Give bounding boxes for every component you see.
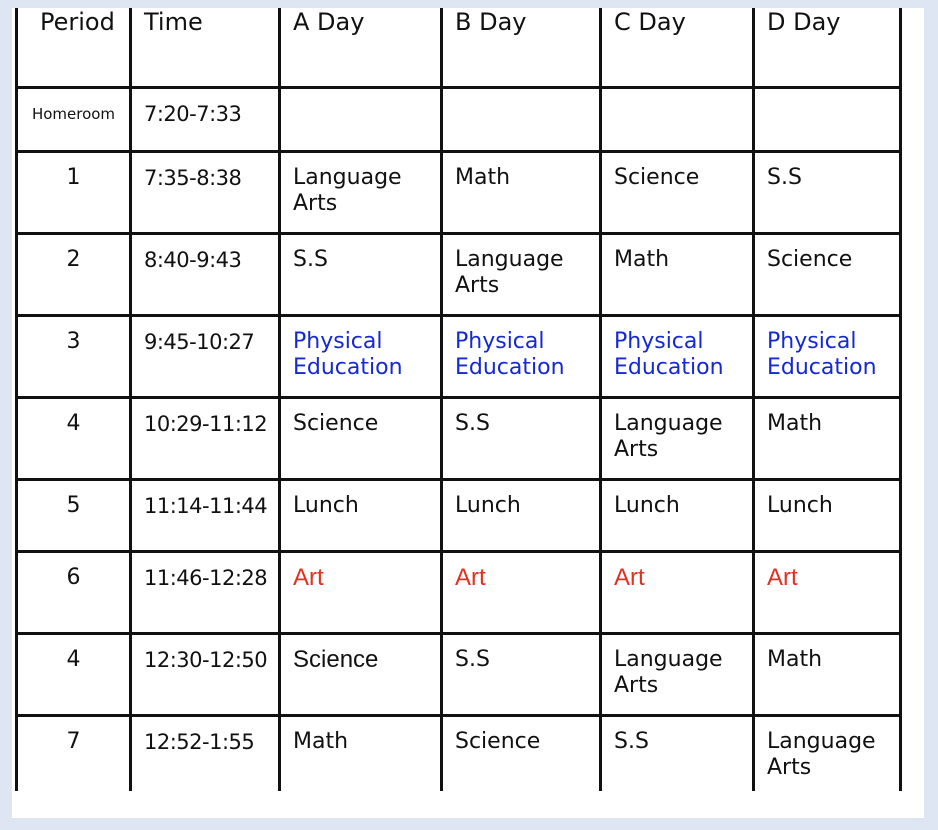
class-label: Physical Education <box>455 328 565 380</box>
d-day-cell <box>754 233 901 315</box>
header-cell <box>754 8 901 87</box>
class-label: Science <box>293 410 379 436</box>
class-label: Art <box>614 563 645 591</box>
time-cell <box>131 87 280 151</box>
c-day-cell <box>601 551 754 633</box>
d-day-cell <box>754 87 901 151</box>
class-label: Language Arts <box>614 410 723 462</box>
time-label: 9:45-10:27 <box>144 329 255 354</box>
a-day-cell <box>280 551 442 633</box>
period-label: 4 <box>66 646 81 672</box>
class-label: Lunch <box>293 492 359 518</box>
time-label: 11:14-11:44 <box>144 493 268 518</box>
time-label: 8:40-9:43 <box>144 247 242 272</box>
time-cell <box>131 715 280 791</box>
header-a-day: A Day <box>293 8 365 36</box>
table-row <box>17 551 901 633</box>
header-cell <box>601 8 754 87</box>
time-label: 12:52-1:55 <box>144 729 255 754</box>
header-time: Time <box>144 8 203 36</box>
a-day-cell <box>280 87 442 151</box>
period-label: 3 <box>66 328 81 354</box>
period-cell <box>17 315 131 397</box>
class-label: S.S <box>767 164 802 190</box>
b-day-cell <box>442 479 601 551</box>
period-label: 5 <box>66 492 81 518</box>
time-label: 12:30-12:50 <box>144 647 268 672</box>
b-day-cell <box>442 715 601 791</box>
d-day-cell <box>754 633 901 715</box>
class-label: Language Arts <box>767 728 876 780</box>
d-day-cell <box>754 551 901 633</box>
a-day-cell <box>280 397 442 479</box>
class-label: Physical Education <box>293 328 403 380</box>
class-label: Art <box>767 563 798 591</box>
period-label: 2 <box>66 246 81 272</box>
c-day-cell <box>601 315 754 397</box>
header-b-day: B Day <box>455 8 527 36</box>
header-cell <box>280 8 442 87</box>
class-label: Language Arts <box>293 164 402 216</box>
a-day-cell <box>280 151 442 233</box>
time-label: 7:35-8:38 <box>144 165 242 190</box>
class-label: S.S <box>614 728 649 754</box>
class-label: Physical Education <box>614 328 724 380</box>
class-label: Math <box>293 728 349 754</box>
period-label: Homeroom <box>31 104 116 123</box>
class-label: S.S <box>455 410 490 436</box>
schedule-table <box>15 8 902 791</box>
class-label: Math <box>767 646 823 672</box>
c-day-cell <box>601 151 754 233</box>
class-label: Physical Education <box>767 328 877 380</box>
table-row <box>17 479 901 551</box>
header-cell <box>131 8 280 87</box>
table-row <box>17 315 901 397</box>
b-day-cell <box>442 151 601 233</box>
time-label: 7:20-7:33 <box>144 101 242 126</box>
period-cell <box>17 551 131 633</box>
b-day-cell <box>442 233 601 315</box>
a-day-cell <box>280 479 442 551</box>
time-cell <box>131 479 280 551</box>
period-cell <box>17 151 131 233</box>
class-label: Lunch <box>614 492 680 518</box>
class-label: Science <box>767 246 853 272</box>
class-label: S.S <box>455 646 490 672</box>
period-label: 6 <box>66 564 81 590</box>
time-cell <box>131 315 280 397</box>
b-day-cell <box>442 87 601 151</box>
table-row <box>17 715 901 791</box>
c-day-cell <box>601 87 754 151</box>
b-day-cell <box>442 315 601 397</box>
period-cell <box>17 87 131 151</box>
c-day-cell <box>601 397 754 479</box>
class-label: Language Arts <box>614 646 723 698</box>
class-label: Lunch <box>767 492 833 518</box>
class-label: Math <box>767 410 823 436</box>
class-label: Math <box>455 164 511 190</box>
period-label: 1 <box>66 164 81 190</box>
time-cell <box>131 633 280 715</box>
time-label: 11:46-12:28 <box>144 565 268 590</box>
class-label <box>602 89 752 101</box>
a-day-cell <box>280 715 442 791</box>
period-cell <box>17 715 131 791</box>
c-day-cell <box>601 633 754 715</box>
a-day-cell <box>280 315 442 397</box>
class-label: Science <box>455 728 541 754</box>
class-label: Art <box>293 563 324 591</box>
class-label: Art <box>455 563 486 591</box>
a-day-cell <box>280 233 442 315</box>
period-label: 7 <box>66 728 81 754</box>
table-row <box>17 397 901 479</box>
schedule-page <box>12 8 924 818</box>
b-day-cell <box>442 633 601 715</box>
c-day-cell <box>601 715 754 791</box>
table-row <box>17 633 901 715</box>
d-day-cell <box>754 715 901 791</box>
time-cell <box>131 151 280 233</box>
b-day-cell <box>442 397 601 479</box>
c-day-cell <box>601 479 754 551</box>
class-label: Science <box>614 164 700 190</box>
class-label <box>755 89 899 101</box>
period-cell <box>17 633 131 715</box>
time-cell <box>131 551 280 633</box>
header-cell <box>442 8 601 87</box>
d-day-cell <box>754 397 901 479</box>
period-cell <box>17 479 131 551</box>
c-day-cell <box>601 233 754 315</box>
header-cell <box>17 8 131 87</box>
table-row <box>17 233 901 315</box>
d-day-cell <box>754 315 901 397</box>
d-day-cell <box>754 151 901 233</box>
table-row <box>17 87 901 151</box>
a-day-cell <box>280 633 442 715</box>
class-label: Lunch <box>455 492 521 518</box>
time-cell <box>131 233 280 315</box>
period-label: 4 <box>66 410 81 436</box>
table-row <box>17 151 901 233</box>
class-label <box>281 89 440 101</box>
d-day-cell <box>754 479 901 551</box>
class-label: Science <box>293 645 379 673</box>
time-label: 10:29-11:12 <box>144 411 268 436</box>
header-d-day: D Day <box>767 8 841 36</box>
header-period: Period <box>40 8 115 36</box>
b-day-cell <box>442 551 601 633</box>
class-label: S.S <box>293 246 328 272</box>
period-cell <box>17 397 131 479</box>
class-label: Math <box>614 246 670 272</box>
time-cell <box>131 397 280 479</box>
class-label <box>443 89 599 101</box>
period-cell <box>17 233 131 315</box>
header-c-day: C Day <box>614 8 686 36</box>
class-label: Language Arts <box>455 246 564 298</box>
header-row <box>17 8 901 87</box>
